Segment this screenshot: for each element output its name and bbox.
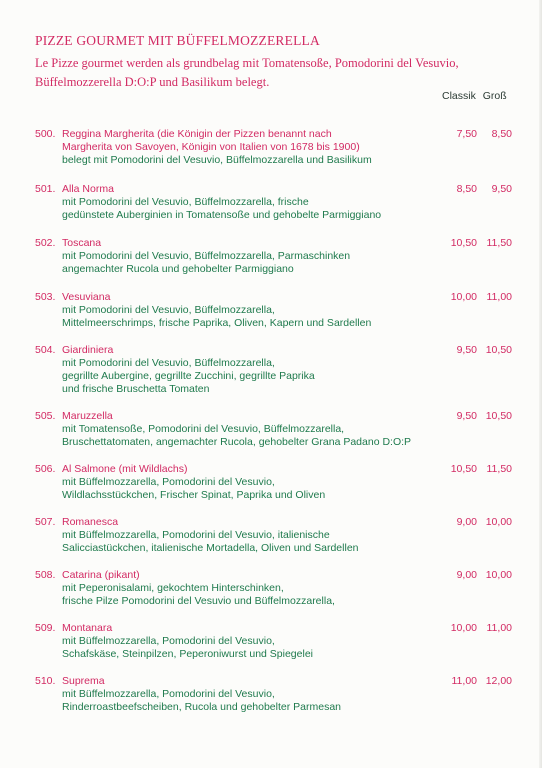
item-number: 507.: [35, 516, 56, 528]
price-gross: 11,50: [486, 237, 512, 249]
item-description: frische Pilze Pomodorini del Vesuvio und Büffelmozzarella,: [62, 595, 335, 607]
price-column-headers: [442, 90, 507, 102]
price-gross: 8,50: [491, 128, 512, 140]
item-description: Salicciastückchen, italienische Mortadella, Oliven und Sardellen: [62, 542, 359, 554]
price-classic: 10,00: [450, 291, 477, 303]
item-name: Reggina Margherita (die Königin der Pizzen benannt nach: [62, 128, 332, 140]
item-description: Bruschettatomaten, angemachter Rucola, gehobelter Grana Padano D:O:P: [62, 436, 412, 448]
price-gross: 10,50: [485, 344, 512, 356]
item-description: gedünstete Auberginien in Tomatensoße und gehobelte Parmiggiano: [62, 209, 382, 221]
item-number: 501.: [35, 183, 56, 195]
price-classic: 8,50: [456, 183, 477, 195]
page-title: PIZZE GOURMET MIT BÜFFELMOZZERELLA: [35, 33, 320, 48]
intro-text: [35, 54, 475, 92]
item-name-continued: Margherita von Savoyen, Königin von Italien von 1678 bis 1900): [62, 141, 360, 153]
price-gross: 10,50: [485, 410, 512, 422]
item-description: mit Pomodorini del Vesuvio, Büffelmozzarella, Parmaschinken: [62, 250, 351, 262]
price-classic: 10,00: [450, 622, 477, 634]
item-name: Al Salmone (mit Wildlachs): [62, 463, 188, 475]
item-description: angemachter Rucola und gehobelter Parmiggiano: [62, 263, 294, 275]
intro-line-1: Le Pizze gourmet werden als grundbelag mit Tomatensoße, Pomodorini del Vesuvio,: [35, 56, 459, 70]
item-number: 510.: [35, 675, 56, 687]
price-classic: 9,50: [456, 344, 477, 356]
price-classic: 9,50: [456, 410, 477, 422]
item-description: Rinderroastbeefscheiben, Rucola und gehobelter Parmesan: [62, 701, 342, 713]
price-gross: 12,00: [485, 675, 512, 687]
price-gross: 10,00: [485, 516, 512, 528]
item-description: mit Peperonisalami, gekochtem Hinterschinken,: [62, 582, 284, 594]
classic-column-header: Classik: [442, 90, 476, 102]
intro-line-2: Büffelmozzerella D:O:P und Basilikum belegt.: [35, 75, 270, 89]
item-name: Maruzzella: [62, 410, 113, 422]
item-number: 505.: [35, 410, 56, 422]
price-classic: 10,50: [450, 237, 477, 249]
item-description: mit Büffelmozzarella, Pomodorini del Vesuvio,: [62, 688, 275, 700]
item-description: gegrillte Aubergine, gegrillte Zucchini, gegrillte Paprika: [62, 370, 315, 382]
gross-column-header: Groß: [482, 90, 507, 102]
item-name: Toscana: [62, 237, 102, 249]
item-description: und frische Bruschetta Tomaten: [62, 383, 210, 395]
item-description: Wildlachsstückchen, Frischer Spinat, Paprika und Oliven: [62, 489, 326, 501]
item-number: 502.: [35, 237, 56, 249]
item-number: 506.: [35, 463, 56, 475]
price-classic: 11,00: [451, 675, 477, 687]
item-name: Giardiniera: [62, 344, 114, 356]
item-description: Mittelmeerschrimps, frische Paprika, Oliven, Kapern und Sardellen: [62, 317, 372, 329]
price-gross: 11,50: [486, 463, 512, 475]
price-gross: 11,00: [486, 622, 512, 634]
item-description: mit Pomodorini del Vesuvio, Büffelmozzarella,: [62, 357, 275, 369]
item-description: belegt mit Pomodorini del Vesuvio, Büffelmozzarella und Basilikum: [62, 154, 372, 166]
item-description: mit Büffelmozzarella, Pomodorini del Vesuvio, italienische: [62, 529, 330, 541]
item-name: Romanesca: [62, 516, 119, 528]
item-number: 504.: [35, 344, 56, 356]
item-description: mit Tomatensoße, Pomodorini del Vesuvio, Büffelmozzarella,: [62, 423, 345, 435]
price-classic: 9,00: [456, 516, 477, 528]
item-number: 503.: [35, 291, 56, 303]
price-gross: 11,00: [486, 291, 512, 303]
price-gross: 9,50: [491, 183, 512, 195]
price-classic: 10,50: [450, 463, 477, 475]
item-name: Catarina (pikant): [62, 569, 140, 581]
item-number: 508.: [35, 569, 56, 581]
item-name: Suprema: [62, 675, 105, 687]
item-number: 500.: [35, 128, 56, 140]
item-description: Schafskäse, Steinpilzen, Peperoniwurst und Spiegelei: [62, 648, 313, 660]
item-name: Alla Norma: [62, 183, 114, 195]
item-name: Vesuviana: [62, 291, 111, 303]
price-classic: 9,00: [456, 569, 477, 581]
price-classic: 7,50: [456, 128, 477, 140]
price-gross: 10,00: [485, 569, 512, 581]
item-name: Montanara: [62, 622, 113, 634]
item-description: mit Büffelmozzarella, Pomodorini del Vesuvio,: [62, 476, 275, 488]
item-description: mit Pomodorini del Vesuvio, Büffelmozzarella, frische: [62, 196, 309, 208]
item-description: mit Büffelmozzarella, Pomodorini del Vesuvio,: [62, 635, 275, 647]
item-number: 509.: [35, 622, 56, 634]
item-description: mit Pomodorini del Vesuvio, Büffelmozzarella,: [62, 304, 275, 316]
